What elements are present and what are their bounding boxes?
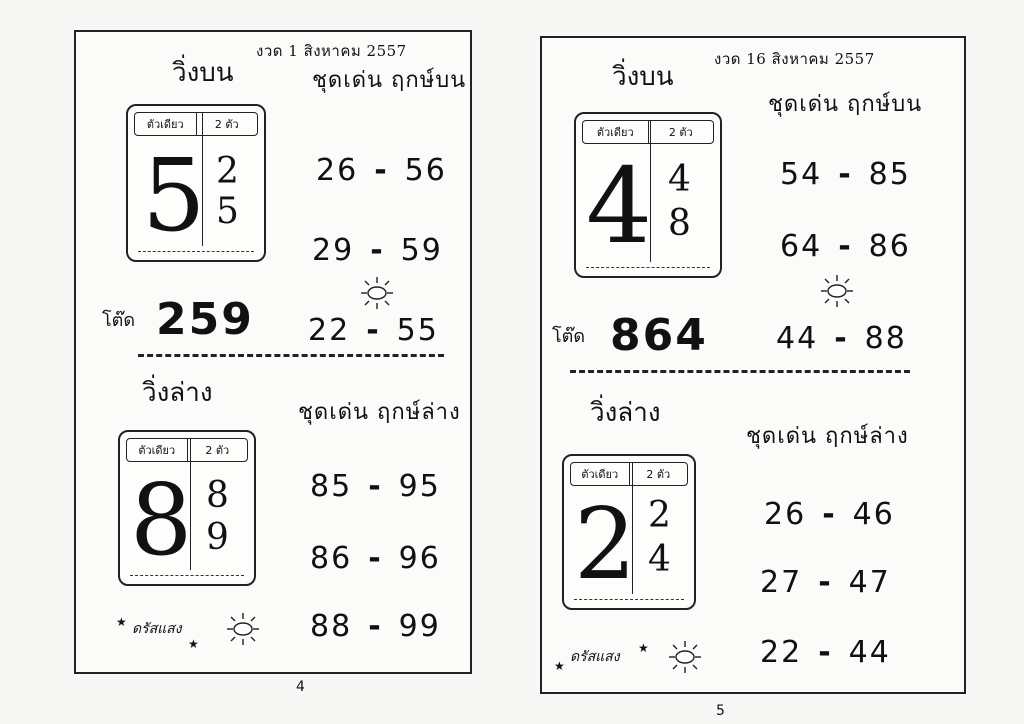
lower-number-box — [562, 454, 696, 610]
upper-pair-3: 44 - 88 — [776, 321, 907, 356]
lower-pair-2: 86 - 96 — [310, 541, 441, 576]
two-digit-1: 4 — [668, 159, 691, 200]
sun-burst-icon — [820, 274, 854, 308]
lower-title: วิ่งล่าง — [142, 378, 213, 408]
single-digit-label: ตัวเดียว — [581, 468, 619, 481]
tod-label: โต๊ด — [102, 310, 136, 331]
two-digit-2: 4 — [648, 539, 671, 580]
two-digit-label: 2 ตัว — [648, 121, 714, 143]
upper-pair-2: 29 - 59 — [312, 233, 443, 268]
sun-burst-icon — [226, 612, 260, 646]
upper-pair-2: 64 - 86 — [780, 229, 911, 264]
upper-highlight: ชุดเด่น ฤกษ์บน — [768, 92, 923, 117]
single-digit: 5 — [142, 137, 206, 254]
two-digit-label: 2 ตัว — [187, 439, 248, 461]
star-icon: ★ — [554, 659, 565, 673]
box-header — [582, 120, 714, 144]
single-digit: 8 — [130, 464, 193, 578]
lower-highlight: ชุดเด่น ฤกษ์ล่าง — [746, 424, 909, 449]
box-dashed-line — [574, 599, 684, 600]
lower-pair-3: 88 - 99 — [310, 609, 441, 644]
footer-cue: ดรัสแสง — [570, 649, 620, 665]
page-number-left: 4 — [296, 679, 305, 695]
upper-highlight: ชุดเด่น ฤกษ์บน — [312, 68, 467, 93]
two-digit-1: 2 — [648, 495, 671, 536]
box-header — [570, 462, 688, 486]
star-icon: ★ — [188, 637, 199, 651]
upper-pair-3: 22 - 55 — [308, 313, 439, 348]
left-page — [74, 30, 472, 674]
page-number-right: 5 — [716, 703, 725, 719]
star-icon: ★ — [116, 615, 127, 629]
single-digit-label: ตัวเดียว — [138, 444, 176, 457]
section-divider — [138, 354, 444, 357]
lower-number-box — [118, 430, 256, 586]
single-digit-label: ตัวเดียว — [596, 126, 634, 139]
box-dashed-line — [130, 575, 244, 576]
section-divider — [570, 370, 910, 373]
sun-burst-icon — [668, 640, 702, 674]
two-digit-label: 2 ตัว — [196, 113, 258, 135]
upper-pair-1: 26 - 56 — [316, 153, 447, 188]
two-digit-2: 8 — [668, 203, 691, 244]
two-digit-1: 2 — [216, 151, 239, 192]
two-digit-1: 8 — [206, 475, 229, 516]
two-digit-label: 2 ตัว — [629, 463, 688, 485]
two-digit-2: 9 — [206, 517, 229, 558]
box-header — [134, 112, 258, 136]
upper-number-box — [574, 112, 722, 278]
box-header — [126, 438, 248, 462]
lower-title: วิ่งล่าง — [590, 398, 661, 428]
lower-pair-3: 22 - 44 — [760, 635, 891, 670]
draw-date: งวด 16 สิงหาคม 2557 — [714, 50, 875, 68]
upper-pair-1: 54 - 85 — [780, 157, 911, 192]
tod-label: โต๊ด — [552, 326, 586, 347]
box-dashed-line — [586, 267, 710, 268]
lower-pair-1: 26 - 46 — [764, 497, 895, 532]
footer-cue: ดรัสแสง — [132, 621, 182, 637]
upper-number-box — [126, 104, 266, 262]
tod-number: 259 — [156, 294, 254, 345]
sun-burst-icon — [360, 276, 394, 310]
lower-pair-1: 85 - 95 — [310, 469, 441, 504]
two-digit-2: 5 — [216, 191, 239, 232]
tod-number: 864 — [610, 310, 708, 361]
single-digit-label: ตัวเดียว — [146, 118, 184, 131]
lower-pair-2: 27 - 47 — [760, 565, 891, 600]
lower-highlight: ชุดเด่น ฤกษ์ล่าง — [298, 400, 461, 425]
box-dashed-line — [138, 251, 254, 252]
right-page — [540, 36, 966, 694]
single-digit: 4 — [586, 145, 653, 267]
upper-title: วิ่งบน — [612, 62, 674, 92]
upper-title: วิ่งบน — [172, 58, 234, 88]
star-icon: ★ — [638, 641, 649, 655]
draw-date: งวด 1 สิงหาคม 2557 — [256, 42, 407, 60]
single-digit: 2 — [574, 488, 637, 602]
